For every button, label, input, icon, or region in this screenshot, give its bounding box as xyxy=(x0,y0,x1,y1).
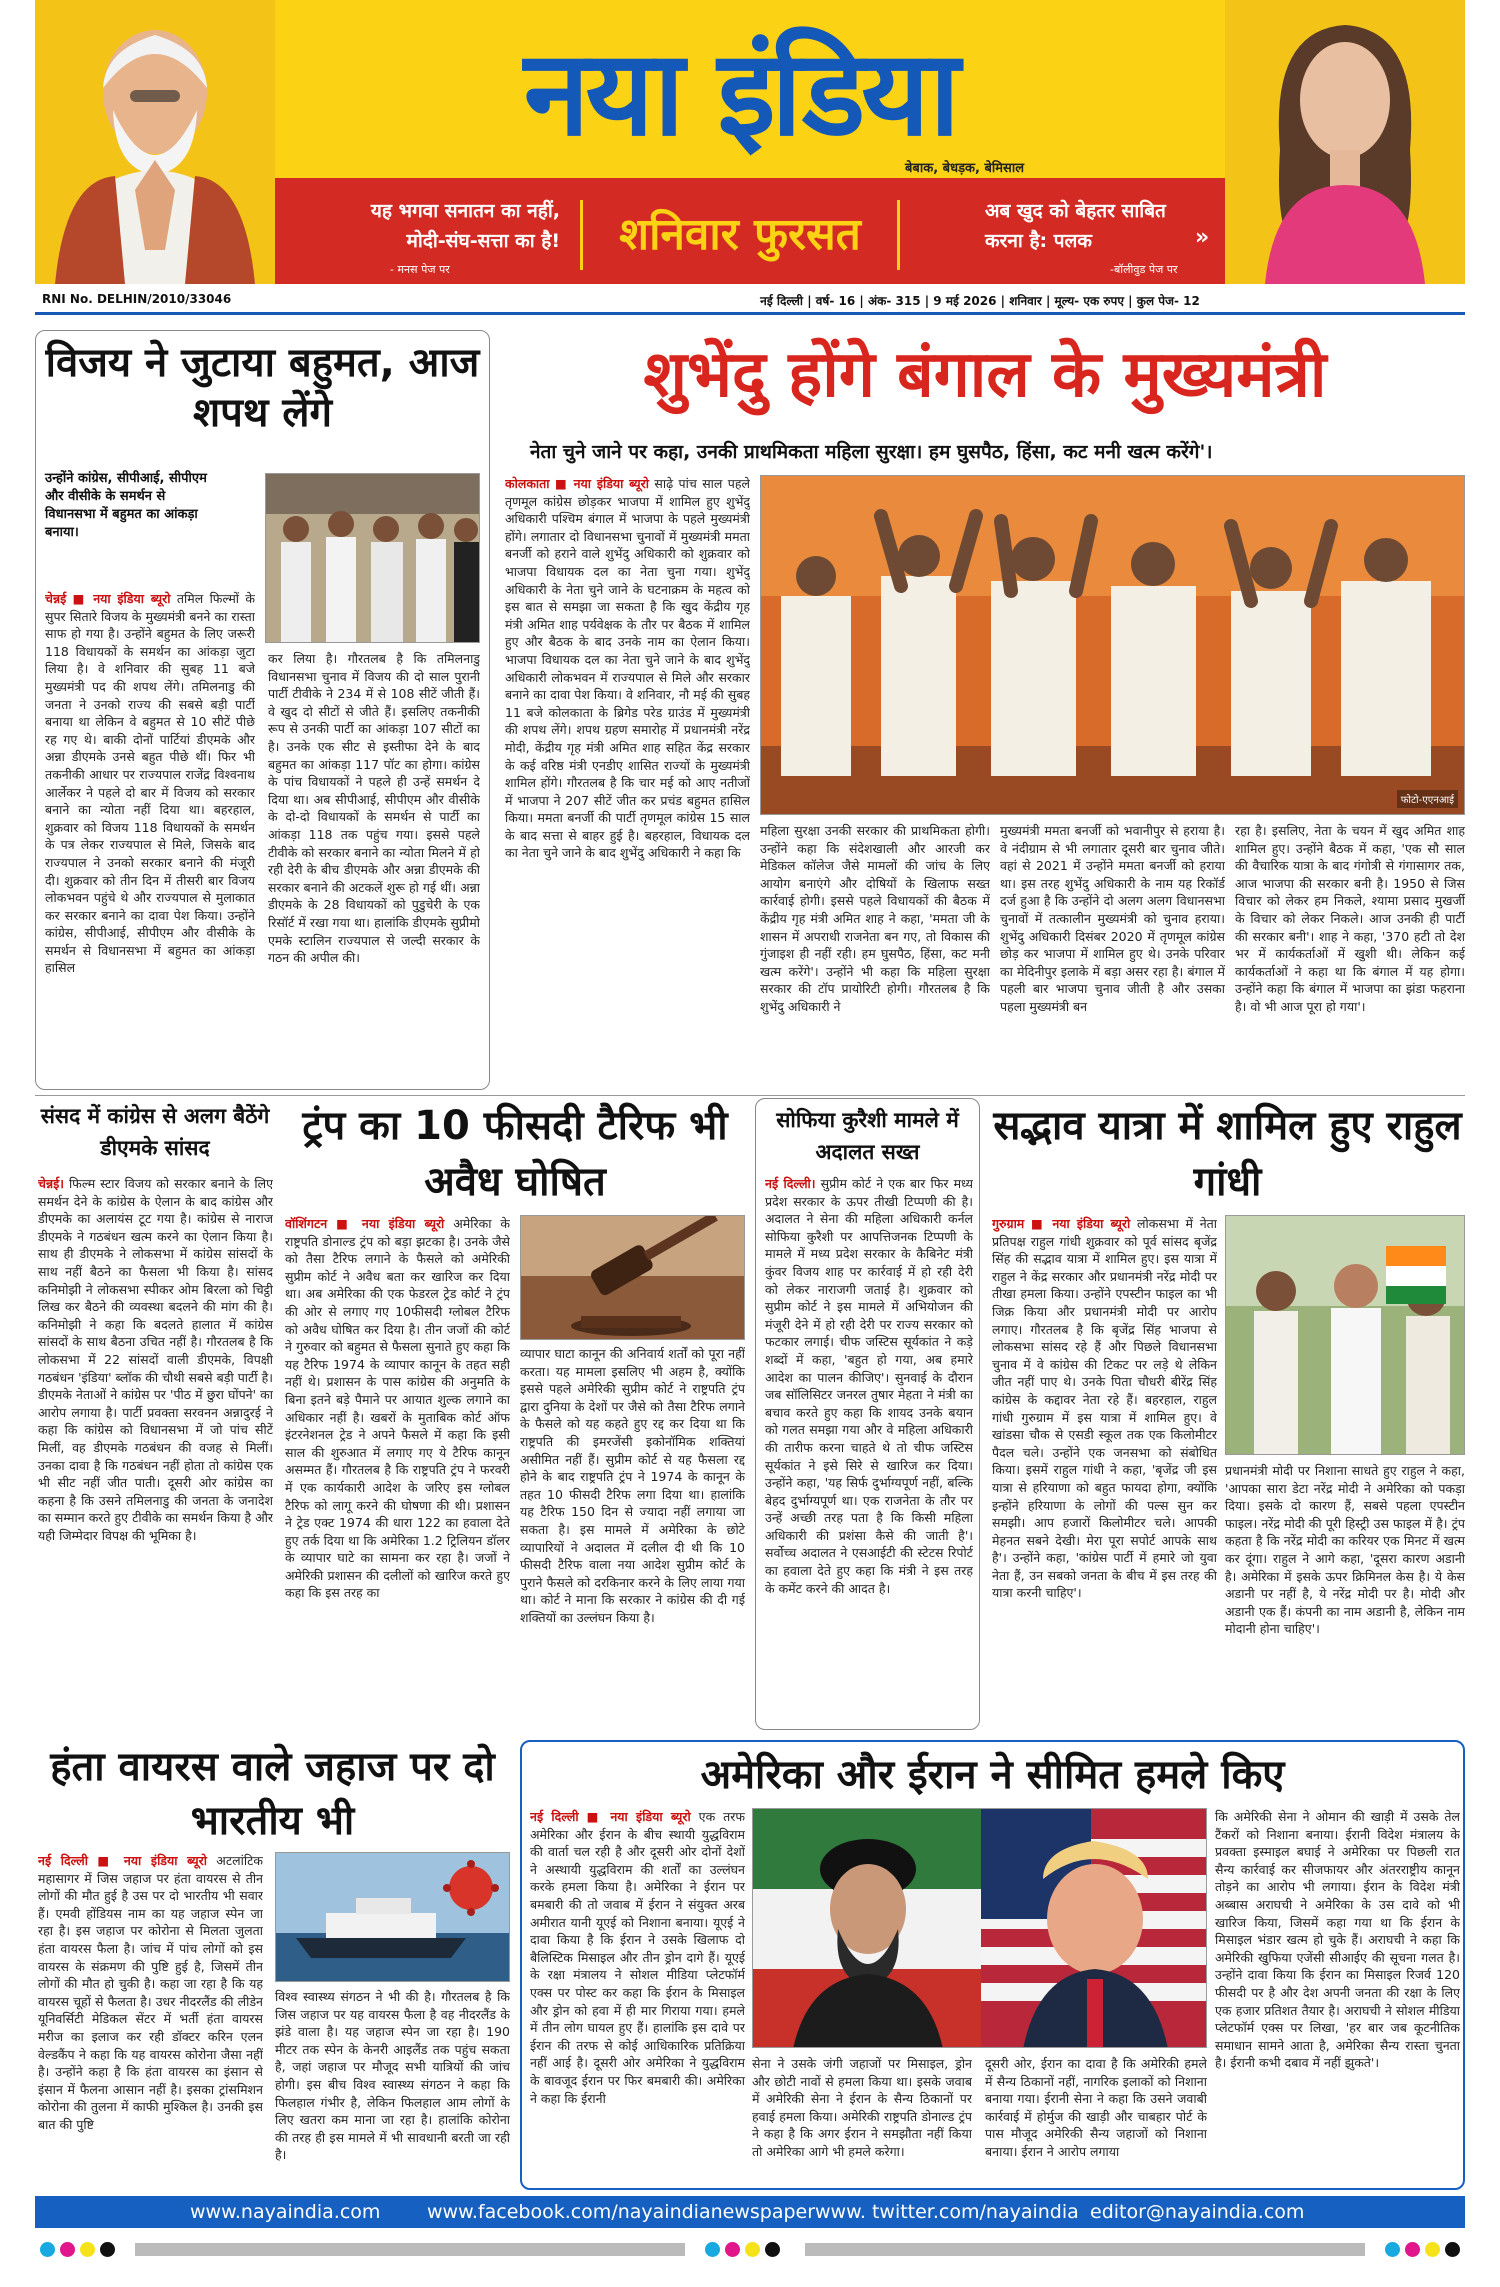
ship-image xyxy=(276,1853,510,1982)
masthead-logo[interactable]: नया इंडिया xyxy=(523,24,957,162)
vijay-byline: चेन्नई xyxy=(45,591,67,606)
masthead-portrait-left[interactable] xyxy=(35,0,275,284)
vijay-body-col1 xyxy=(45,590,255,1080)
footer-email-link[interactable]: editor@nayaindia.com xyxy=(1090,2201,1305,2223)
lead-body-col4: रहा है। इसलिए, नेता के चयन में खुद अमित शाह शामिल हुए। उन्होंने बैठक में कहा, 'एक सौ साल की वैचारिक यात्रा के बाद गंगोत्री से गंगासागर तक, आज भाजपा की सरकार बनी है। 1950 से जिस विचार को लेकर हम निकले, श्यामा प्रसाद मुखर्जी के विचार को लेकर निकले। आज उनकी ही पार्टी की सरकार बनी'। शाह ने कहा, '370 हटी तो देश भर में कार्यकर्ताओं में खुशी थी। लेकिन कई कार्यकर्ताओं ने कहा था कि बंगाल में यह होगा। उन्होंने कहा कि बंगाल में भाजपा का झंडा फहराना है। वो भी आज पूरा हो गया'। xyxy=(1235,823,1465,1014)
congress-byline: चेन्नई। xyxy=(38,1176,64,1191)
rni-number: RNI No. DELHIN/2010/33046 xyxy=(42,292,232,306)
sofia-byline: नई दिल्ली। xyxy=(765,1176,816,1191)
hanta-byline: नई दिल्ली xyxy=(38,1853,88,1868)
trump-byline: वॉशिंगटन xyxy=(285,1216,328,1231)
vijay-text-1: तमिल फिल्मों के सुपर सितारे विजय के मुख्यमंत्री बनने का रास्ता साफ हो गया है। उन्होंने बहुमत के लिए जरूरी 118 विधायकों के समर्थन का आंकड़ा जुटा लिया है। वे शनिवार की सुबह 11 बजे मुख्यमंत्री पद की शपथ लेंगे। तमिलनाडु की जनता ने उनको राज्य की सबसे बड़ी पार्टी बनाया था लेकिन वे बहुमत से 10 सीटें पीछे रह गए थे। बाकी दोनों पार्टियां डीएमके और अन्ना डीएमके उनसे बहुत पीछे थीं। फिर भी तकनीकी आधार पर राज्यपाल राजेंद्र विश्वनाथ आर्लेकर ने पहले दो बार में विजय को सरकार बनाने का न्योता नहीं दिया था। बहरहाल, शुक्रवार को विजय 118 विधायकों के समर्थन के पत्र लेकर राज्यपाल से मिले, जिसके बाद राज्यपाल ने उनको सरकार बनाने की मंजूरी दी। शुक्रवार को तीन दिन में तीसरी बार विजय लोकभवन पहुंचे थे और राज्यपाल से मुलाकात कर सरकार बनाने का दावा पेश किया। उन्होंने कांग्रेस, सीपीआई, सीपीएम और वीसीके के समर्थन से विधानसभा में बहुमत का आंकड़ा हासिल xyxy=(45,591,255,976)
gavel-image xyxy=(521,1216,745,1340)
teaser-right[interactable]: अब खुद को बेहतर साबित करना है: पलक xyxy=(985,200,1166,252)
portrait-right-image xyxy=(1225,0,1465,284)
lead-headline[interactable]: शुभेंदु होंगे बंगाल के मुख्यमंत्री xyxy=(643,338,1327,412)
print-registration-bar xyxy=(35,2236,1465,2264)
iran-photo[interactable] xyxy=(752,1808,1207,2048)
sofia-headline[interactable]: सोफिया कुरैशी मामले में अदालत सख्त xyxy=(776,1108,959,1164)
lead-photo[interactable] xyxy=(760,475,1465,815)
magenta-dot-icon xyxy=(60,2242,75,2257)
hanta-body-col2: विश्व स्वास्थ्य संगठन ने भी की है। गौरतलब है कि जिस जहाज पर यह वायरस फैला है वह नीदरलैंड के झंडे वाला है। यह जहाज स्पेन जा रहा है। 190 मीटर तक स्पेन के केनरी आइलैंड तक पहुंच सकता है, जहां जहाज पर मौजूद सभी यात्रियों की जांच होगी। इस बीच विश्व स्वास्थ्य संगठन ने कहा कि फिलहाल गंभीर है, लेकिन फिलहाल आम लोगों के लिए खतरा कम माना जा रहा है। हालांकि कोरोना की तरह ही इस मामले में भी सावधानी बरती जा रही है। xyxy=(275,1989,510,2163)
vijay-photo[interactable] xyxy=(265,473,480,643)
yellow-dot-icon xyxy=(1425,2242,1440,2257)
lead-body-col1 xyxy=(505,475,750,1085)
hanta-headline[interactable]: हंता वायरस वाले जहाज पर दो भारतीय भी xyxy=(50,1744,495,1844)
congress-headline[interactable]: संसद में कांग्रेस से अलग बैठेंगे डीएमके सांसद xyxy=(40,1104,270,1160)
lead-photo-credit: फोटो-एएनआई xyxy=(1397,790,1458,808)
red-square-icon: ■ xyxy=(72,591,87,606)
rahul-text-1: लोकसभा में नेता प्रतिपक्ष राहुल गांधी शुक्रवार को पूर्व सांसद बृजेंद्र सिंह की सद्भाव यात्रा में शामिल हुए। इस यात्रा में राहुल ने केंद्र सरकार और प्रधानमंत्री नरेंद्र मोदी पर तीखा हमला किया। उन्होंने एपस्टीन फाइल का भी जिक्र किया और प्रधानमंत्री मोदी पर आरोप लगाए। गौरतलब है कि बृजेंद्र सिंह भाजपा से लोकसभा सांसद रहे हैं और पिछले विधानसभा चुनाव में वे कांग्रेस की टिकट पर लड़े थे लेकिन जीत नहीं पाए थे। उनके पिता चौधरी बीरेंद्र सिंह कांग्रेस के कद्दावर नेता रहे हैं। बहरहाल, राहुल गांधी गुरुग्राम में इस यात्रा में शामिल हुए। वे खांडसा चौक से एसडी स्कूल तक एक किलोमीटर पैदल चले। उन्होंने एक जनसभा को संबोधित किया। इसमें राहुल गांधी ने कहा, 'बृजेंद्र जी इस यात्रा से हरियाणा को बहुत फायदा होगा, क्योंकि इन्होंने हरियाणा के लोगों की पल्स सुन कर समझी। आप हजारों किलोमीटर चले। आपकी मेहनत सबने देखी। मेरा पूरा सपोर्ट आपके साथ है'। उन्होंने कहा, 'कांग्रेस पार्टी में हमारे जो युवा नेता हैं, उन सबको जनता के बीच में इस तरह की यात्रा करनी चाहिए'। xyxy=(992,1216,1217,1601)
rahul-byline: गुरुग्राम xyxy=(992,1216,1025,1231)
red-square-icon: ■ xyxy=(97,1853,115,1868)
footer-bar xyxy=(35,2196,1465,2228)
hanta-agency: नया इंडिया ब्यूरो xyxy=(123,1853,207,1868)
iran-body-col1 xyxy=(530,1808,745,2186)
black-dot-icon xyxy=(1445,2242,1460,2257)
iran-body-col3: दूसरी ओर, ईरान का दावा है कि अमेरिकी हमले में सैन्य ठिकानों नहीं, नागरिक इलाकों को निशाना बनाया गया। ईरानी सेना ने कहा कि उसने जवाबी कार्रवाई में होर्मुज की खाड़ी और चाबहार पोर्ट के पास मौजूद अमेरिकी सैन्य जहाजों को निशाना बनाया। ईरान ने आरोप लगाया xyxy=(985,2056,1207,2159)
lead-body-col3: मुख्यमंत्री ममता बनर्जी को भवानीपुर से हराया है। वे नंदीग्राम से भी लगातार दूसरी बार चुनाव जीते। वहां से 2021 में उन्होंने ममता बनर्जी को हराया था। इस तरह शुभेंदु अधिकारी के नाम यह रिकॉर्ड दर्ज हुआ है कि उन्होंने दो अलग अलग विधानसभा चुनावों में तत्कालीन मुख्यमंत्री को चुनाव हराया। शुभेंदु अधिकारी दिसंबर 2020 में तृणमूल कांग्रेस छोड़ कर भाजपा में शामिल हुए थे। उनके परिवार का मेदिनीपुर इलाके में बड़ा असर रहा है। बंगाल में पहली बार भाजपा चुनाव जीती है और उसका पहला मुख्यमंत्री बन xyxy=(1000,823,1225,1014)
black-dot-icon xyxy=(100,2242,115,2257)
black-dot-icon xyxy=(765,2242,780,2257)
teaser-left-source: - मनस पेज पर xyxy=(390,263,450,276)
red-square-icon: ■ xyxy=(586,1809,603,1824)
vijay-headline[interactable]: विजय ने जुटाया बहुमत, आज शपथ लेंगे xyxy=(45,340,480,436)
rahul-photo[interactable] xyxy=(1225,1215,1465,1455)
vijay-deck: उन्होंने कांग्रेस, सीपीआई, सीपीएम और वीसीके के समर्थन से विधानसभा में बहुमत का आंकड़ा बनाया। xyxy=(45,471,207,540)
lead-deck: नेता चुने जाने पर कहा, उनकी प्राथमिकता महिला सुरक्षा। हम घुसपैठ, हिंसा, कट मनी खत्म करेंगे'। xyxy=(530,441,1213,463)
lead-photo-image xyxy=(761,476,1465,815)
ship-photo[interactable] xyxy=(275,1852,510,1982)
yellow-dot-icon xyxy=(80,2242,95,2257)
footer-website-link[interactable]: www.nayaindia.com xyxy=(190,2201,381,2223)
magenta-dot-icon xyxy=(1405,2242,1420,2257)
footer-facebook-link[interactable]: www.facebook.com/nayaindianewspaper xyxy=(427,2201,816,2223)
vijay-photo-image xyxy=(266,474,480,643)
trump-text-1: अमेरिका के राष्ट्रपति डोनाल्ड ट्रंप को बड़ा झटका है। उनके जैसे को तैसा टैरिफ लगाने के फैसले को अमेरिकी सुप्रीम कोर्ट ने अवैध बता कर खारिज कर दिया था। अब अमेरिका की एक फेडरल ट्रेड कोर्ट ने ट्रंप की ओर से लगाए गए 10फीसदी ग्लोबल टैरिफ को अवैध घोषित कर दिया है। तीन जजों की कोर्ट ने गुरुवार को बहुमत से फैसला सुनाते हुए कहा कि यह टैरिफ 1974 के व्यापार कानून के तहत सही नहीं थे। प्रशासन के पास कांग्रेस की अनुमति के बिना इतने बड़े पैमाने पर आयात शुल्क लगाने का अधिकार नहीं है। खबरों के मुताबिक कोर्ट ऑफ इंटरनेशनल ट्रेड ने अपने फैसले में कहा कि इसी साल की शुरुआत में लगाए गए ये टैरिफ कानून असम्मत हैं। गौरतलब है कि राष्ट्रपति ट्रंप ने फरवरी में एक कार्यकारी आदेश के जरिए इस ग्लोबल टैरिफ को लागू करने की घोषणा की थी। प्रशासन ने ट्रेड एक्ट 1974 की धारा 122 का हवाला देते हुए तर्क दिया था कि अमेरिका 1.2 ट्रिलियन डॉलर के व्यापार घाटे का सामना कर रहा है। जजों ने अमेरिकी प्रशासन की दलीलों को खारिज करते हुए कहा कि इस तरह का xyxy=(285,1216,510,1601)
vijay-body-col2: कर लिया है। गौरतलब है कि तमिलनाडु विधानसभा चुनाव में विजय की दो साल पुरानी पार्टी टीवीके ने 234 में से 108 सीटें जीती हैं। वे खुद दो सीटों से जीते हैं। इसलिए तकनीकी रूप से उनकी पार्टी का आंकड़ा 107 सीटों का है। उनके एक सीट से इस्तीफा देने के बाद बहुमत का आंकड़ा 117 पॉट का होगा। कांग्रेस के पांच विधायकों ने पहले ही उन्हें समर्थन दे दिया था। अब सीपीआई, सीपीएम और वीसीके के दो-दो विधायकों के समर्थन से पार्टी का आंकड़ा 118 तक पहुंच गया। इससे पहले टीवीके को सरकार बनाने का न्योता मिलने में हो रही देरी के बीच डीएमके और अन्ना डीएमके की सरकार बनाने की अटकलें शुरू हो गई थीं। अन्ना डीएमके के 28 विधायकों को पुडुचेरी के एक रिसॉर्ट में रखा गया था। हालांकि डीएमके सुप्रीमो एमके स्टालिन राज्यपाल से जल्दी सरकार के गठन की अपील की। xyxy=(268,651,480,966)
iran-text-1: एक तरफ अमेरिका और ईरान के बीच स्थायी युद्धविराम की वार्ता चल रही है और दूसरी ओर दोनों देशों ने अस्थायी युद्धविराम की शर्तों का उल्लंघन करके हमला किया है। अमेरिका ने ईरान पर बमबारी की तो जवाब में ईरान ने संयुक्त अरब अमीरात यानी यूएई को निशाना बनाया। यूएई ने दावा किया है कि ईरान ने उसके खिलाफ दो बैलिस्टिक मिसाइल और तीन ड्रोन दागे हैं। यूएई के रक्षा मंत्रालय ने सोशल मीडिया प्लेटफॉर्म एक्स पर पोस्ट कर कहा कि ईरान के मिसाइल और ड्रोन को हवा में ही मार गिराया गया। हमले में तीन लोग घायल हुए हैं। हालांकि इस दावे पर ईरान की तरफ से कोई आधिकारिक प्रतिक्रिया नहीं आई है। दूसरी ओर अमेरिका ने युद्धविराम के बावजूद ईरान पर फिर बमबारी की। अमेरिका ने कहा कि ईरानी xyxy=(530,1809,745,2106)
hanta-text-1: अटलांटिक महासागर में जिस जहाज पर हंता वायरस से तीन लोगों की मौत हुई है उस पर दो भारतीय भी सवार हैं। एमवी होंडियस नाम का यह जहाज स्पेन जा रहा है। इस जहाज पर कोरोना से मिलता जुलता हंता वायरस फैला है। जांच में पांच लोगों को इस वायरस के संक्रमण की पुष्टि हुई है, जिसमें तीन लोगों की मौत हो चुकी है। कहा जा रहा है कि यह वायरस चूहों से फैलता है। उधर नीदरलैंड की लीडेन यूनिवर्सिटी मेडिकल सेंटर में भर्ती हंता वायरस मरीज का इलाज कर रही डॉक्टर करिन एलन वेल्डकैंप ने कहा कि यह वायरस कोरोना जैसा नहीं है। उन्होंने कहा है कि हंता वायरस का इंसान से इंसान में फैलना आसान नहीं है। इसका ट्रांसमिशन कोरोना की तुलना में काफी मुश्किल है। उनकी इस बात की पुष्टि xyxy=(38,1853,263,2132)
hanta-body-col1 xyxy=(38,1852,263,2187)
chevron-right-icon[interactable]: » xyxy=(1195,225,1210,250)
rahul-body-col1 xyxy=(992,1215,1217,1730)
iran-body-col2: सेना ने उसके जंगी जहाजों पर मिसाइल, ड्रोन और छोटी नावों से हमला किया था। इसके जवाब में अमेरिकी सेना ने ईरान के सैन्य ठिकानों पर हवाई हमला किया। अमेरिकी राष्ट्रपति डोनाल्ड ट्रंप ने कहा है कि अगर ईरान ने समझौता नहीं किया तो अमेरिका आगे भी हमले करेगा। xyxy=(752,2056,972,2159)
rahul-headline[interactable]: सद्भाव यात्रा में शामिल हुए राहुल गांधी xyxy=(993,1103,1462,1205)
lead-text-1: साढ़े पांच साल पहले तृणमूल कांग्रेस छोड़कर भाजपा में शामिल हुए शुभेंदु अधिकारी पश्चिम बंगाल में भाजपा के पहले मुख्यमंत्री होंगे। लगातार दो विधानसभा चुनावों में मुख्यमंत्री ममता बनर्जी को हराने वाले शुभेंदु अधिकारी को शुक्रवार को भाजपा विधायक दल का नेता चुना गया। शुभेंदु अधिकारी के नेता चुने जाने के घटनाक्रम के महत्व को इस बात से समझा जा सकता है कि खुद केंद्रीय गृह मंत्री अमित शाह पर्यवेक्षक के तौर पर बैठक में शामिल हुए और बैठक के बाद उनके नाम का ऐलान किया। भाजपा विधायक दल का नेता चुने जाने के बाद शुभेंदु अधिकारी लोकभवन में राज्यपाल से मिले और सरकार बनाने का दावा पेश किया। वे शनिवार, नौ मई की सुबह 11 बजे कोलकाता के ब्रिगेड परेड ग्राउंड में मुख्यमंत्री की शपथ लेंगे। शपथ ग्रहण समारोह में प्रधानमंत्री नरेंद्र मोदी, केंद्रीय गृह मंत्री अमित शाह सहित केंद्र सरकार के कई वरिष्ठ मंत्री एनडीए शासित राज्यों के मुख्यमंत्री शामिल होंगे। गौरतलब है कि चार मई को आए नतीजों में भाजपा ने 207 सीटें जीत कर प्रचंड बहुमत हासिल किया। ममता बनर्जी की पार्टी तृणमूल कांग्रेस 15 साल के बाद सत्ता से बाहर हुई है। बहरहाल, विधायक दल का नेता चुने जाने के बाद शुभेंदु अधिकारी ने कहा कि xyxy=(505,476,750,861)
sofia-body xyxy=(765,1175,973,1725)
rahul-body-col2: प्रधानमंत्री मोदी पर निशाना साधते हुए राहुल ने कहा, 'आपका सारा डेटा नरेंद्र मोदी ने अमेरिका को पकड़ा दिया। इसके दो कारण हैं, सबसे पहला एपस्टीन फाइल। नरेंद्र मोदी की पूरी हिस्ट्री उस फाइल में है। ट्रंप कहता है कि नरेंद्र मोदी का करियर एक मिनट में खत्म कर दूंगा। राहुल ने आगे कहा, 'दूसरा कारण अडानी है। अमेरिका में इसके ऊपर क्रिमिनल केस है। ये केस अडानी पर नहीं है, ये नरेंद्र मोदी पर है। मोदी और अडानी एक हैं। कंपनी का नाम अडानी है, लेकिन नाम मोदानी होना चाहिए'। xyxy=(1225,1463,1465,1637)
magenta-dot-icon xyxy=(725,2242,740,2257)
footer-twitter-link[interactable]: www. twitter.com/nayaindia xyxy=(815,2201,1079,2223)
dateline: नई दिल्ली | वर्ष- 16 | अंक- 315 | 9 मई 2026 | शनिवार | मूल्य- एक रुपए | कुल पेज- 12 xyxy=(760,294,1200,308)
iran-agency: नया इंडिया ब्यूरो xyxy=(610,1809,691,1824)
vijay-agency: नया इंडिया ब्यूरो xyxy=(93,591,171,606)
gavel-photo[interactable] xyxy=(520,1215,745,1340)
iran-photo-image xyxy=(753,1809,1207,2048)
congress-body xyxy=(38,1175,273,1730)
row-divider xyxy=(35,1095,1465,1096)
portrait-left-image xyxy=(35,0,275,284)
masthead-portrait-right[interactable] xyxy=(1225,0,1465,284)
trump-agency: नया इंडिया ब्यूरो xyxy=(361,1216,445,1231)
section-title[interactable]: शनिवार फुरसत xyxy=(580,200,900,270)
cyan-dot-icon xyxy=(705,2242,720,2257)
teaser-left[interactable]: यह भगवा सनातन का नहीं, मोदी-संघ-सत्ता का है! xyxy=(370,200,560,252)
trump-body-col1 xyxy=(285,1215,510,1730)
red-square-icon: ■ xyxy=(554,476,569,491)
sofia-text: सुप्रीम कोर्ट ने एक बार फिर मध्य प्रदेश सरकार के ऊपर तीखी टिप्पणी की है। अदालत ने सेना की महिला अधिकारी कर्नल सोफिया कुरैशी पर आपत्तिजनक टिप्पणी के मामले में मध्य प्रदेश सरकार के कैबिनेट मंत्री कुंवर विजय शाह पर कार्रवाई में हो रही देरी को लेकर नाराजगी जताई है। शुक्रवार को सुप्रीम कोर्ट ने इस मामले में अभियोजन की मंजूरी देने में हो रही देरी पर राज्य सरकार को फटकार लगाई। चीफ जस्टिस सूर्यकांत ने कड़े शब्दों में कहा, 'बहुत हो गया, अब हमारे आदेश का पालन कीजिए'। सुनवाई के दौरान जब सॉलिसिटर जनरल तुषार मेहता ने मंत्री का बचाव करते हुए कहा कि शायद उनके बयान को गलत समझा गया और वे महिला अधिकारी की तारीफ करना चाहते थे तो चीफ जस्टिस सूर्यकांत ने इसे सिरे से खारिज कर दिया। उन्होंने कहा, 'यह सिर्फ दुर्भाग्यपूर्ण नहीं, बल्कि बेहद दुर्भाग्यपूर्ण था। एक राजनेता के तौर पर उन्हें अच्छी तरह पता है कि किसी महिला अधिकारी की प्रशंसा कैसे की जाती है'। सर्वोच्च अदालत ने एसआईटी की स्टेटस रिपोर्ट का हवाला देते हुए कहा कि मंत्री ने इस तरह के कमेंट करने की आदत है। xyxy=(765,1176,973,1596)
masthead-divider xyxy=(35,312,1465,315)
cyan-dot-icon xyxy=(40,2242,55,2257)
rahul-agency: नया इंडिया ब्यूरो xyxy=(1052,1216,1131,1231)
cyan-dot-icon xyxy=(1385,2242,1400,2257)
grey-strip xyxy=(135,2243,685,2256)
congress-text: फिल्म स्टार विजय को सरकार बनाने के लिए समर्थन देने के कांग्रेस के ऐलान के बाद कांग्रेस और डीएमके का अलायंस टूट गया है। कांग्रेस से नाराज डीएमके ने गठबंधन खत्म करने का ऐलान किया है। साथ ही डीएमके ने लोकसभा में कांग्रेस सांसदों के साथ नहीं बैठने का फैसला भी किया है। सांसद कनिमोझी ने लोकसभा स्पीकर ओम बिरला को चिट्ठी लिख कर बैठने की व्यवस्था बदलने की मांग की है। कनिमोझी ने कहा कि बदलते हालात में कांग्रेस सांसदों के साथ बैठना उचित नहीं है। गौरतलब है कि लोकसभा में 22 सांसदों वाली डीएमके, विपक्षी गठबंधन 'इंडिया' ब्लॉक की चौथी सबसे बड़ी पार्टी है। डीएमके नेताओं ने कांग्रेस पर 'पीठ में छुरा घोंपने' का आरोप लगाया है। पार्टी प्रवक्ता सरवनन अन्नादुरई ने कहा कि कांग्रेस को विधानसभा में जो पांच सीटें मिलीं, वह डीएमके गठबंधन की वजह से मिलीं। उनका दावा है कि गठबंधन नहीं होता तो कांग्रेस एक भी सीट नहीं जीत पाती। दूसरी ओर कांग्रेस का कहना है कि उसने तमिलनाडु की जनता के जनादेश का सम्मान करते हुए टीवीके का समर्थन किया है और यही जिम्मेदार विपक्ष की भूमिका है। xyxy=(38,1176,273,1543)
red-square-icon: ■ xyxy=(336,1216,353,1231)
yellow-dot-icon xyxy=(745,2242,760,2257)
masthead-tagline: बेबाक, बेधड़क, बेमिसाल xyxy=(905,161,1025,176)
rahul-photo-image xyxy=(1226,1216,1465,1455)
lead-body-col2: महिला सुरक्षा उनकी सरकार की प्राथमिकता होगी। उन्होंने कहा कि संदेशखाली और आरजी कर मेडिकल कॉलेज जैसे मामलों की जांच के लिए आयोग बनाएंगे और दोषियों के खिलाफ सख्त कार्रवाई होगी। इससे पहले विधायकों की बैठक में केंद्रीय गृह मंत्री अमित शाह ने कहा, 'ममता जी के शासन में अपराधी राजनेता बन गए, तो विकास की गुंजाइश ही नहीं रही। हम घुसपैठ, हिंसा, कट मनी खत्म करेंगे'। उन्होंने भी कहा कि महिला सुरक्षा सरकार की टॉप प्रायोरिटी होगी। गौरतलब है कि शुभेंदु अधिकारी ने xyxy=(760,823,990,1014)
grey-strip xyxy=(805,2243,1365,2256)
trump-body-col2: व्यापार घाटा कानून की अनिवार्य शर्तों को पूरा नहीं करता। यह मामला इसलिए भी अहम है, क्योंकि इससे पहले अमेरिकी सुप्रीम कोर्ट ने राष्ट्रपति ट्रंप द्वारा दुनिया के देशों पर जैसे को तैसा टैरिफ लगाने के फैसले को यह कहते हुए रद्द कर दिया था कि राष्ट्रपति की इमरजेंसी इकोनॉमिक शक्तियां असीमित नहीं हैं। सुप्रीम कोर्ट से यह फैसला रद्द होने के बाद राष्ट्रपति ट्रंप ने 1974 के कानून के तहत 10 फीसदी टैरिफ लगा दिया था। हालांकि यह टैरिफ 150 दिन से ज्यादा नहीं लगाया जा सकता है। इस मामले में अमेरिका के छोटे व्यापारियों ने अदालत में दलील दी थी कि 10 फीसदी टैरिफ वाला नया आदेश सुप्रीम कोर्ट के पुराने फैसले को दरकिनार करने के लिए लाया गया था। कोर्ट ने माना कि सरकार ने कांग्रेस की दी गई शक्तियों का उल्लंघन किया है। xyxy=(520,1346,745,1625)
teaser-right-source: -बॉलीवुड पेज पर xyxy=(1110,263,1178,276)
iran-body-col4: कि अमेरिकी सेना ने ओमान की खाड़ी में उसके तेल टैंकरों को निशाना बनाया। ईरानी विदेश मंत्रालय के प्रवक्ता इस्माइल बघाई ने अमेरिका पर पिछली रात सैन्य कार्रवाई कर सीजफायर और अंतरराष्ट्रीय कानून तोड़ने का आरोप भी लगाया। ईरान के विदेश मंत्री अब्बास अराघची ने अमेरिका के उस दावे को भी खारिज किया, जिसमें कहा गया था कि ईरान के मिसाइल भंडार खत्म हो चुके हैं। अराघची ने कहा कि अमेरिकी खुफिया एजेंसी सीआईए की सूचना गलत है। उन्होंने दावा किया कि ईरान का मिसाइल रिजर्व 120 फीसदी पर है और देश अपनी जनता की रक्षा के लिए एक हजार प्रतिशत तैयार है। अराघची ने सोशल मीडिया प्लेटफॉर्म एक्स पर लिखा, 'हर बार जब कूटनीतिक समाधान सामने आता है, अमेरिका सैन्य रास्ता चुनता है। ईरानी कभी दबाव में नहीं झुकते'। xyxy=(1215,1809,1460,2071)
iran-headline[interactable]: अमेरिका और ईरान ने सीमित हमले किए xyxy=(700,1752,1285,1798)
red-square-icon: ■ xyxy=(1031,1216,1046,1231)
iran-byline: नई दिल्ली xyxy=(530,1809,579,1824)
trump-headline[interactable]: ट्रंप का 10 फीसदी टैरिफ भी अवैध घोषित xyxy=(302,1103,728,1205)
lead-agency: नया इंडिया ब्यूरो xyxy=(573,476,649,491)
lead-byline: कोलकाता xyxy=(505,476,550,491)
